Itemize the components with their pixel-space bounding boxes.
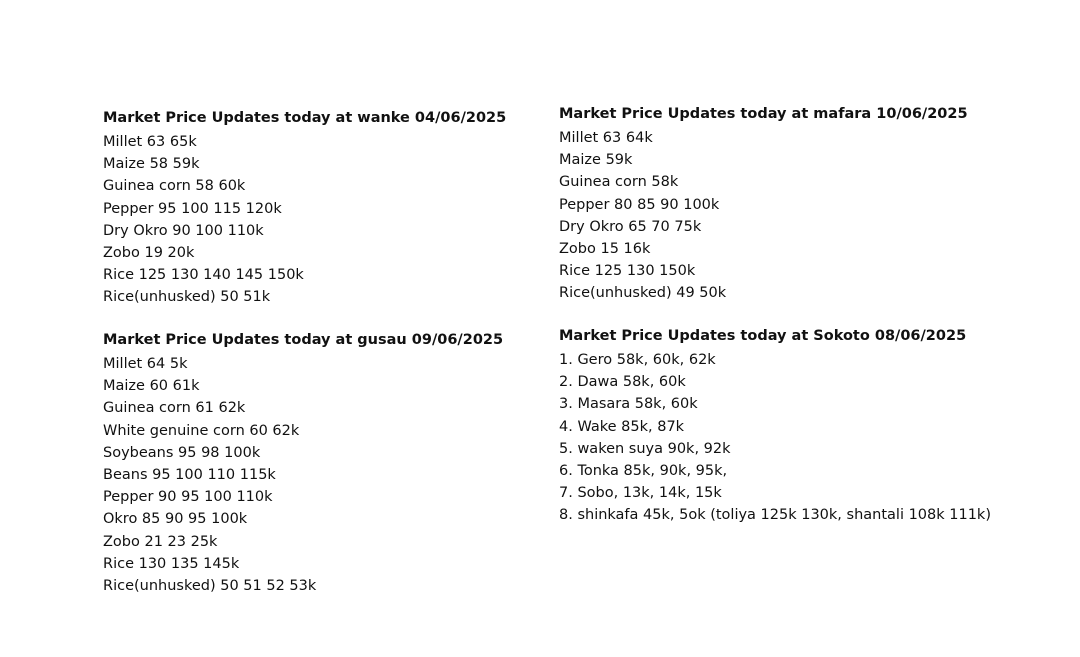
heading-gusau: Market Price Updates today at gusau 09/06/2025 bbox=[103, 332, 504, 348]
price-line: 8. shinkafa 45k, 5ok (toliya 125k 130k, shantali 108k 111k) bbox=[559, 507, 991, 524]
price-line: Dry Okro 90 100 110k bbox=[103, 222, 264, 239]
price-line: Zobo 15 16k bbox=[559, 241, 651, 258]
price-line: Rice(unhusked) 50 51 52 53k bbox=[103, 578, 317, 595]
price-line: 1. Gero 58k, 60k, 62k bbox=[559, 352, 716, 368]
price-line: Guinea corn 58 60k bbox=[103, 178, 246, 195]
price-update-wanke bbox=[103, 109, 573, 309]
heading-sokoto: Market Price Updates today at Sokoto 08/06/2025 bbox=[559, 328, 967, 344]
price-line: Millet 63 64k bbox=[559, 130, 653, 146]
price-line: Rice 125 130 150k bbox=[559, 263, 696, 280]
heading-mafara: Market Price Updates today at mafara 10/06/2025 bbox=[559, 106, 968, 122]
price-line: Guinea corn 58k bbox=[559, 174, 679, 191]
price-line: Pepper 95 100 115 120k bbox=[103, 200, 282, 217]
price-line: Soybeans 95 98 100k bbox=[103, 444, 261, 461]
price-line: Maize 60 61k bbox=[103, 378, 200, 395]
price-line: Millet 63 65k bbox=[103, 134, 197, 150]
price-line: White genuine corn 60 62k bbox=[103, 422, 300, 439]
price-line: 6. Tonka 85k, 90k, 95k, bbox=[559, 463, 728, 480]
price-line: 5. waken suya 90k, 92k bbox=[559, 440, 731, 457]
price-line: Maize 58 59k bbox=[103, 156, 200, 173]
price-line: Maize 59k bbox=[559, 152, 633, 169]
price-line: Guinea corn 61 62k bbox=[103, 400, 246, 417]
price-line: Rice(unhusked) 50 51k bbox=[103, 289, 271, 306]
price-line: 2. Dawa 58k, 60k bbox=[559, 374, 686, 391]
price-line: Okro 85 90 95 100k bbox=[103, 511, 248, 528]
price-line: Beans 95 100 110 115k bbox=[103, 467, 276, 484]
price-line: 7. Sobo, 13k, 14k, 15k bbox=[559, 485, 722, 502]
price-line: Zobo 19 20k bbox=[103, 245, 195, 262]
price-line: Zobo 21 23 25k bbox=[103, 533, 218, 550]
price-line: Pepper 80 85 90 100k bbox=[559, 196, 720, 213]
price-line: Rice 130 135 145k bbox=[103, 555, 240, 572]
price-line: Dry Okro 65 70 75k bbox=[559, 218, 702, 235]
price-line: 4. Wake 85k, 87k bbox=[559, 418, 685, 435]
heading-wanke: Market Price Updates today at wanke 04/06/2025 bbox=[103, 110, 507, 126]
price-line: Rice 125 130 140 145 150k bbox=[103, 267, 304, 284]
price-update-gusau bbox=[103, 331, 573, 597]
price-line: Rice(unhusked) 49 50k bbox=[559, 285, 727, 302]
price-update-sokoto bbox=[559, 327, 1029, 527]
price-update-mafara bbox=[559, 105, 1029, 305]
price-line: 3. Masara 58k, 60k bbox=[559, 396, 698, 413]
price-line: Millet 64 5k bbox=[103, 356, 188, 372]
price-line: Pepper 90 95 100 110k bbox=[103, 489, 273, 506]
